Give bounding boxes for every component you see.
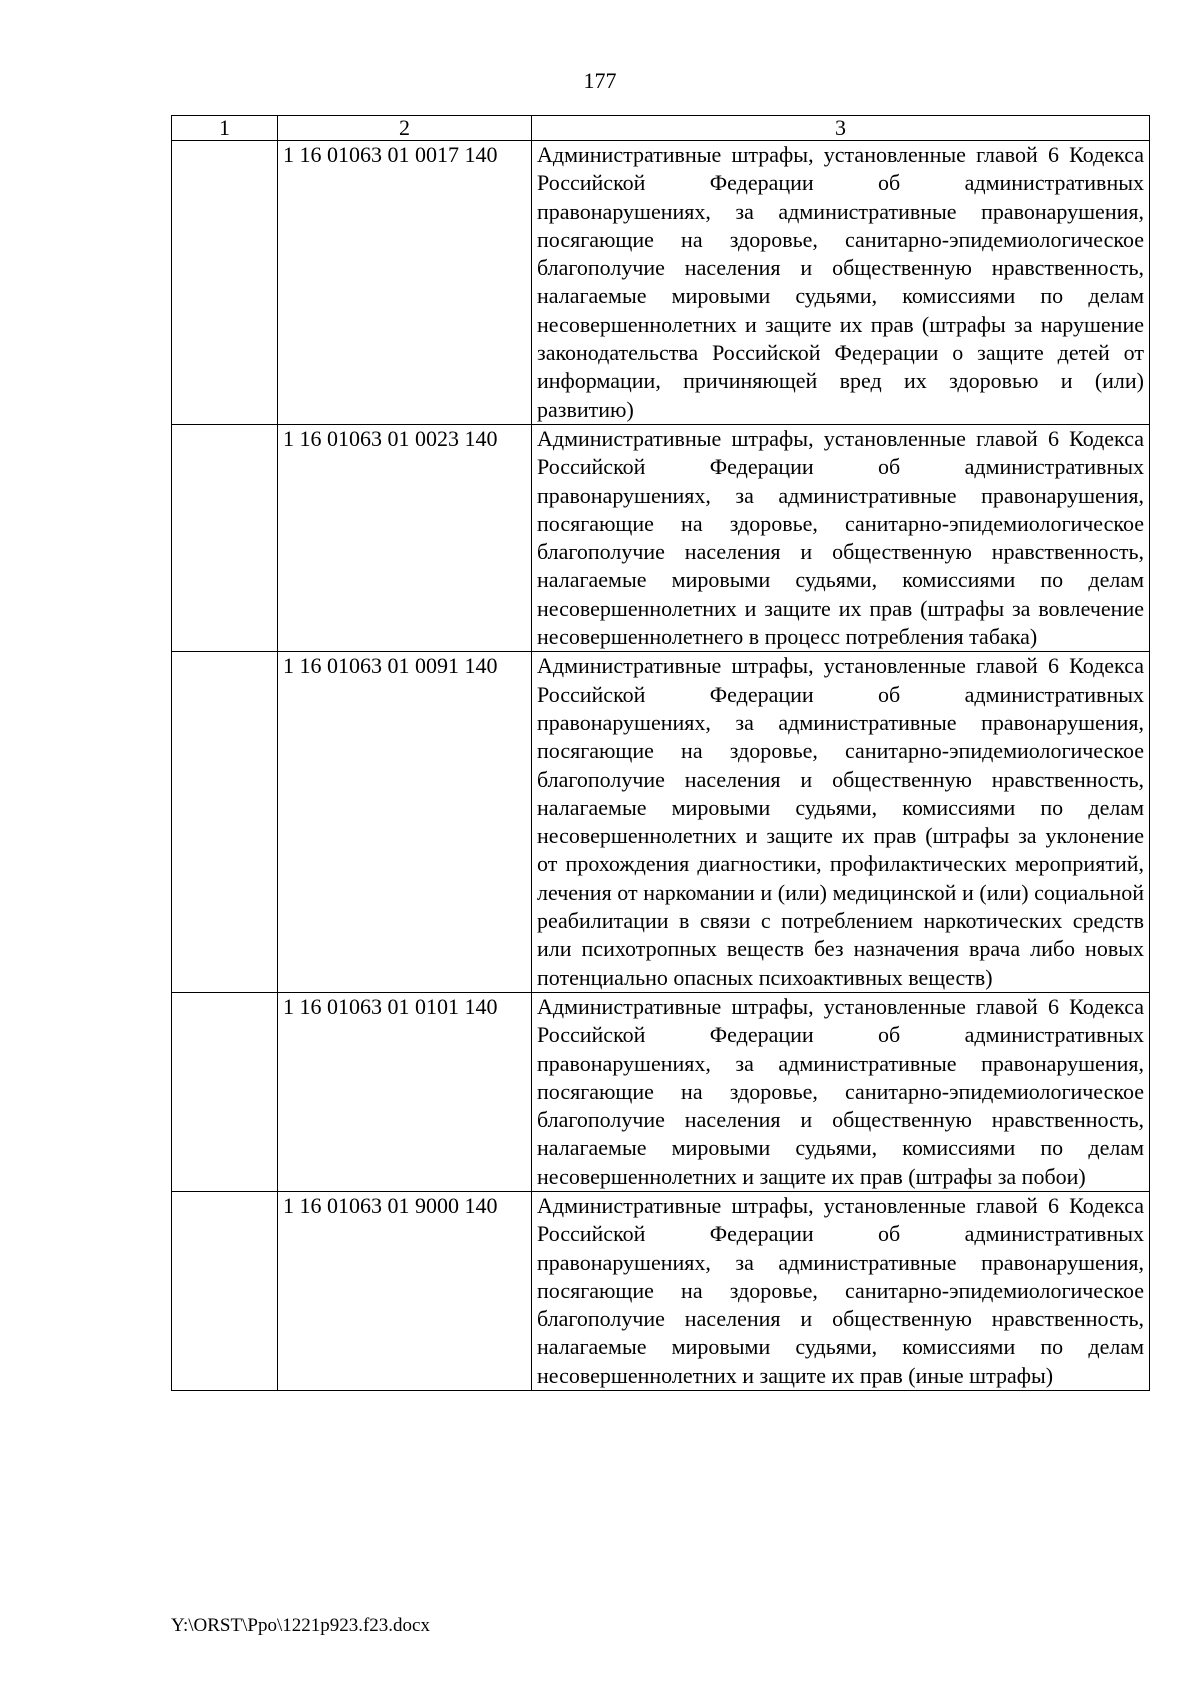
table-row [172,141,1150,425]
budget-classification-code: 1 16 01063 01 0017 140 [278,141,532,425]
table-row [172,992,1150,1191]
budget-classification-code: 1 16 01063 01 0101 140 [278,992,532,1191]
revenue-description: Административные штрафы, установленные главой 6 Кодекса Российской Федерации об административных правонарушениях, за административные правонарушения, посягающие на здоровье, санитарно-эпидемиологическое благополучие населения и общественную нравственность, налагаемые мировыми судьями, комиссиями по делам несовершеннолетних и защите их прав (штрафы за уклонение от прохождения диагностики, профилактических мероприятий, лечения от наркомании и (или) медицинской и (или) социальной реабилитации в связи с потреблением наркотических средств или психотропных веществ без назначения врача либо новых потенциально опасных психоактивных веществ) [532,652,1150,993]
table-header-row [172,116,1150,141]
administrator-code-cell [172,652,278,993]
revenue-description: Административные штрафы, установленные главой 6 Кодекса Российской Федерации об административных правонарушениях, за административные правонарушения, посягающие на здоровье, санитарно-эпидемиологическое благополучие населения и общественную нравственность, налагаемые мировыми судьями, комиссиями по делам несовершеннолетних и защите их прав (штрафы за нарушение законодательства Российской Федерации о защите детей от информации, причиняющей вред их здоровью и (или) развитию) [532,141,1150,425]
page-number: 177 [583,68,617,93]
column-header-3: 3 [532,116,1150,141]
revenue-description: Административные штрафы, установленные главой 6 Кодекса Российской Федерации об административных правонарушениях, за административные правонарушения, посягающие на здоровье, санитарно-эпидемиологическое благополучие населения и общественную нравственность, налагаемые мировыми судьями, комиссиями по делам несовершеннолетних и защите их прав (штрафы за вовлечение несовершеннолетнего в процесс потребления табака) [532,424,1150,651]
revenue-description: Административные штрафы, установленные главой 6 Кодекса Российской Федерации об административных правонарушениях, за административные правонарушения, посягающие на здоровье, санитарно-эпидемиологическое благополучие населения и общественную нравственность, налагаемые мировыми судьями, комиссиями по делам несовершеннолетних и защите их прав (иные штрафы) [532,1191,1150,1390]
administrator-code-cell [172,424,278,651]
budget-classification-code: 1 16 01063 01 0091 140 [278,652,532,993]
footer-file-path: Y:\ORST\Ppo\1221p923.f23.docx [171,1615,430,1636]
administrator-code-cell [172,992,278,1191]
column-header-2: 2 [278,116,532,141]
budget-classification-code: 1 16 01063 01 0023 140 [278,424,532,651]
column-header-1: 1 [172,116,278,141]
budget-classification-code: 1 16 01063 01 9000 140 [278,1191,532,1390]
budget-codes-table [171,115,1150,1391]
administrator-code-cell [172,141,278,425]
table-row [172,424,1150,651]
administrator-code-cell [172,1191,278,1390]
revenue-description: Административные штрафы, установленные главой 6 Кодекса Российской Федерации об административных правонарушениях, за административные правонарушения, посягающие на здоровье, санитарно-эпидемиологическое благополучие населения и общественную нравственность, налагаемые мировыми судьями, комиссиями по делам несовершеннолетних и защите их прав (штрафы за побои) [532,992,1150,1191]
table-row [172,652,1150,993]
table-row [172,1191,1150,1390]
